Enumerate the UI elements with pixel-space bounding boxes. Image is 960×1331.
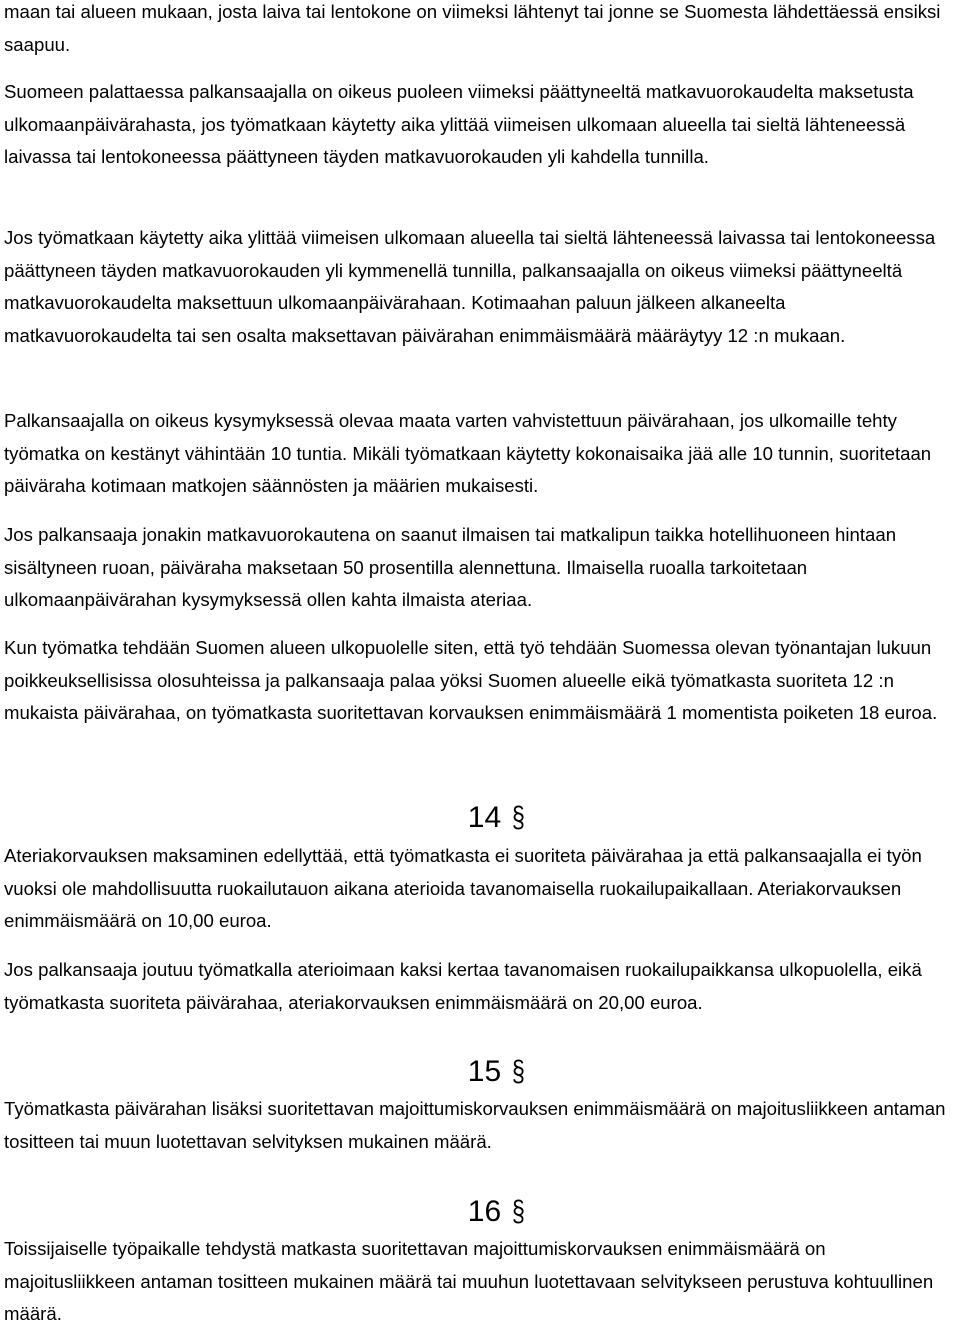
paragraph-secondary-workplace-accommodation: Toissijaiselle työpaikalle tehdystä matkasta suoritettavan majoittumiskorvauksen enimmäismäärä on majoitusliikkeen antaman tositteen mukainen määrä tai muuhun luotettavaan selvitykseen perustuva kohtuullinen määrä. [4, 1238, 934, 1325]
paragraph-daily-allowance-right: Palkansaajalla on oikeus kysymyksessä olevaa maata varten vahvistettuun päivärahaan, jos ulkomaille tehty työmatka on kestänyt vähintään 10 tuntia. Mikäli työmatkaan käytetty kokonaisaika jää alle 10 tunnin, suoritetaan päiväraha kotimaan matkojen säännösten ja määrien mukaisesti. [4, 410, 932, 497]
section-heading-16 [4, 1194, 960, 1230]
paragraph-return-to-finland: Suomeen palattaessa palkansaajalla on oikeus puoleen viimeksi päättyneeltä matkavuorokaudelta maksetusta ulkomaanpäivärahasta, jos työmatkaan käytetty aika ylittää viimeisen ulkomaan alueella tai sieltä lähteneessä laivassa tai lentokoneessa päättyneen täyden matkavuorokauden yli kahdella tunnilla. [4, 81, 914, 168]
section-number: 16 [467, 1195, 502, 1228]
section-sign-icon: § [511, 1055, 525, 1088]
paragraph-accommodation-compensation: Työmatkasta päivärahan lisäksi suoritettavan majoittumiskorvauksen enimmäismäärä on majoitusliikkeen antaman tositteen tai muun luotettavan selvityksen mukainen määrä. [4, 1098, 946, 1152]
paragraph-continuation: maan tai alueen mukaan, josta laiva tai lentokone on viimeksi lähtenyt tai jonne se Suomesta lähdettäessä ensiksi saapuu. [4, 1, 941, 55]
section-number: 14 [467, 801, 502, 834]
section-sign-icon: § [511, 1195, 525, 1228]
paragraph-ten-hours-rule: Jos työmatkaan käytetty aika ylittää viimeisen ulkomaan alueella tai sieltä lähteneessä laivassa tai lentokoneessa päättyneen täyden matkavuorokauden yli kymmenellä tunnilla, palkansaajalla on oikeus viimeksi päättyneeltä matkavuorokaudelta maksettuun ulkomaanpäivärahaan. Kotimaahan paluun jälkeen alkaneelta matkavuorokaudelta tai sen osalta maksettavan päivärahan enimmäismäärä määräytyy 12 :n mukaan. [4, 227, 936, 346]
paragraph-free-meal-reduction: Jos palkansaaja jonakin matkavuorokautena on saanut ilmaisen tai matkalipun taikka hotellihuoneen hintaan sisältyneen ruoan, päiväraha maksetaan 50 prosentilla alennettuna. Ilmaisella ruoalla tarkoitetaan ulkomaanpäivärahan kysymyksessä ollen kahta ilmaista ateriaa. [4, 524, 897, 611]
paragraph-work-abroad-compensation: Kun työmatka tehdään Suomen alueen ulkopuolelle siten, että työ tehdään Suomessa olevan työnantajan lukuun poikkeuksellisissa olosuhteissa ja palkansaaja palaa yöksi Suomen alueelle eikä työmatkasta suoriteta 12 :n mukaista päivärahaa, on työmatkasta suoritettavan korvauksen enimmäismäärä 1 momentista poiketen 18 euroa. [4, 637, 938, 724]
section-heading-14 [4, 800, 960, 836]
paragraph-meal-compensation: Ateriakorvauksen maksaminen edellyttää, että työmatkasta ei suoriteta päivärahaa ja että palkansaajalla ei työn vuoksi ole mahdollisuutta ruokailutauon aikana aterioida tavanomaisella ruokailupaikallaan. Ateriakorvauksen enimmäismäärä on 10,00 euroa. [4, 845, 922, 932]
section-sign-icon: § [511, 801, 525, 834]
section-heading-15 [4, 1054, 960, 1090]
paragraph-double-meal-compensation: Jos palkansaaja joutuu työmatkalla aterioimaan kaksi kertaa tavanomaisen ruokailupaikkansa ulkopuolella, eikä työmatkasta suoriteta päivärahaa, ateriakorvauksen enimmäismäärä on 20,00 euroa. [4, 959, 922, 1013]
section-number: 15 [467, 1055, 502, 1088]
